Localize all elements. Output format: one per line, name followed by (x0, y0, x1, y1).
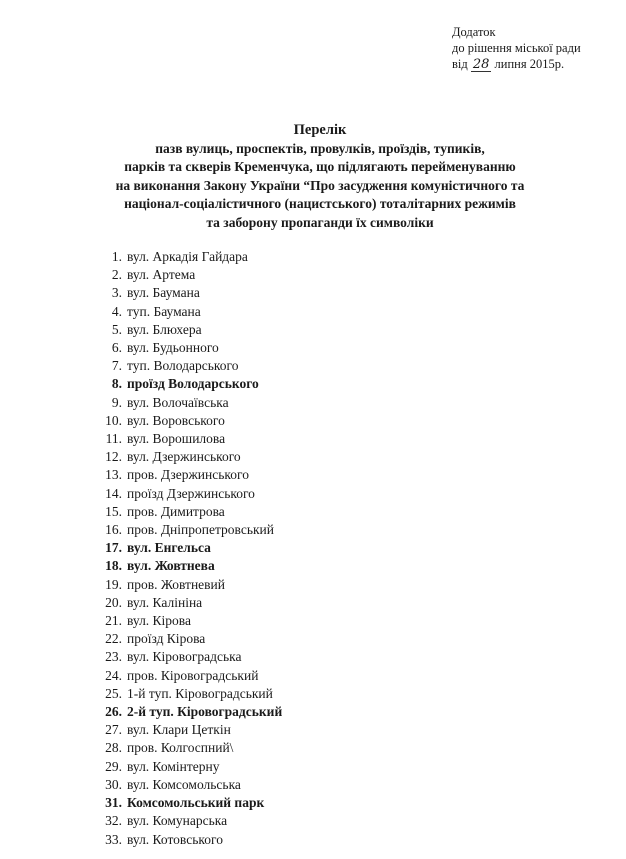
list-item (104, 612, 282, 630)
heading-line: на виконання Закону України “Про засудження комуністичного та (115, 177, 525, 193)
list-item (104, 794, 282, 812)
list-item (104, 758, 282, 776)
list-item-number: 30. (105, 776, 122, 792)
list-item-number: 7. (111, 358, 122, 374)
list-item-street-name: пров. Дзержинського (127, 467, 249, 483)
list-item-number: 24. (105, 667, 122, 683)
list-item-number: 9. (111, 394, 122, 410)
list-item (104, 448, 282, 466)
list-item-number: 4. (111, 303, 122, 319)
list-item (104, 303, 282, 321)
annex-council-decision: до рішення міської ради (452, 41, 581, 55)
list-item-street-name: вул. Аркадія Гайдара (127, 249, 248, 264)
list-item-number: 8. (111, 376, 122, 392)
list-item-number: 19. (105, 576, 122, 592)
list-item (104, 721, 282, 739)
list-item (104, 539, 282, 557)
list-item-street-name: вул. Котовського (127, 831, 223, 847)
list-item-street-name: пров. Дніпропетровський (127, 522, 274, 538)
list-item-street-name: вул. Будьонного (127, 340, 219, 356)
list-item-number: 18. (105, 558, 122, 574)
list-item-street-name: вул. Баумана (127, 285, 200, 301)
annex-date-prefix: від (452, 57, 468, 71)
heading-line: націонал-соціалістичного (нацистського) тоталітарних режимів (124, 196, 516, 211)
list-item (104, 375, 282, 393)
list-item-number: 17. (105, 540, 122, 556)
list-item (104, 321, 282, 339)
list-item-number: 10. (105, 412, 122, 428)
annex-block (452, 24, 581, 72)
list-item-street-name: Комсомольський парк (127, 795, 265, 811)
list-item (104, 503, 282, 521)
list-item-street-name: проїзд Кірова (127, 631, 206, 647)
list-item (104, 685, 282, 703)
list-item (104, 812, 282, 830)
list-item-street-name: туп. Баумана (127, 303, 201, 319)
list-item-street-name: вул. Кіровоградська (127, 649, 242, 665)
list-item-number: 12. (105, 449, 122, 465)
list-item (104, 576, 282, 594)
list-item-street-name: пров. Колгоспний\ (127, 740, 234, 756)
list-item-street-name: вул. Воровського (127, 412, 225, 428)
list-item-number: 6. (111, 340, 122, 356)
list-item-street-name: вул. Кірова (127, 613, 191, 629)
list-item-number: 21. (105, 613, 122, 629)
list-item (104, 557, 282, 575)
list-item (104, 248, 282, 266)
list-item-number: 2. (111, 267, 122, 283)
street-list (104, 248, 282, 849)
list-item (104, 667, 282, 685)
list-item (104, 594, 282, 612)
list-item-street-name: вул. Енгельса (127, 540, 211, 556)
list-item-street-name: вул. Волочаївська (127, 394, 229, 410)
list-item-street-name: проїзд Володарського (127, 376, 259, 392)
list-item-number: 28. (105, 740, 122, 756)
list-item (104, 630, 282, 648)
list-item (104, 412, 282, 430)
list-item-street-name: вул. Комсомольська (127, 776, 241, 792)
list-item (104, 284, 282, 302)
list-item-number: 25. (105, 685, 122, 701)
list-item-number: 20. (105, 594, 122, 610)
list-item-street-name: 1-й туп. Кіровоградський (127, 685, 273, 701)
list-item-street-name: туп. Володарського (127, 358, 239, 374)
list-item-number: 32. (105, 813, 122, 829)
list-item-number: 27. (105, 722, 122, 738)
heading-line: парків та скверів Кременчука, що підлягають перейменуванню (124, 159, 516, 174)
heading-line: та заборону пропаганди їх символіки (206, 214, 434, 230)
annex-label: Додаток (452, 25, 496, 39)
list-item (104, 485, 282, 503)
list-item-number: 15. (105, 503, 122, 519)
list-item (104, 739, 282, 757)
list-item-street-name: вул. Блюхера (127, 321, 202, 337)
list-item (104, 266, 282, 284)
list-item (104, 703, 282, 721)
list-item-number: 13. (105, 467, 122, 483)
list-item-street-name: 2-й туп. Кіровоградський (127, 704, 283, 720)
list-item-number: 3. (111, 285, 122, 301)
list-item (104, 776, 282, 794)
list-item-number: 5. (111, 321, 122, 337)
list-item (104, 466, 282, 484)
list-item-street-name: вул. Калініна (127, 594, 203, 610)
list-item-street-name: вул. Клари Цеткін (127, 722, 231, 738)
list-item (104, 831, 282, 849)
list-item-street-name: вул. Артема (127, 267, 196, 283)
list-item-street-name: вул. Комінтерну (127, 758, 220, 774)
list-item-street-name: пров. Жовтневий (127, 576, 225, 592)
list-item-number: 16. (105, 522, 122, 538)
list-item-number: 22. (105, 631, 122, 647)
list-item-number: 33. (105, 831, 122, 847)
document-heading (60, 121, 580, 232)
heading-title: Перелік (293, 122, 347, 138)
list-item-number: 31. (105, 795, 122, 811)
list-item-street-name: вул. Жовтнева (127, 558, 215, 574)
list-item (104, 521, 282, 539)
annex-date-day-handwritten: 28 (472, 57, 490, 72)
list-item-street-name: вул. Дзержинського (127, 449, 241, 465)
list-item (104, 430, 282, 448)
list-item-number: 1. (111, 249, 122, 264)
list-item-number: 14. (105, 485, 122, 501)
heading-line: пазв вулиць, проспектів, провулків, проїздів, тупиків, (155, 140, 485, 156)
list-item-number: 29. (105, 758, 122, 774)
list-item-street-name: проїзд Дзержинського (127, 485, 255, 501)
list-item-street-name: вул. Ворошилова (127, 431, 226, 447)
annex-date (452, 56, 581, 72)
list-item (104, 648, 282, 666)
annex-date-suffix: липня 2015р. (494, 57, 565, 71)
list-item-number: 23. (105, 649, 122, 665)
list-item-street-name: пров. Кіровоградський (127, 667, 259, 683)
list-item-street-name: пров. Димитрова (127, 503, 225, 519)
list-item (104, 394, 282, 412)
list-item (104, 339, 282, 357)
list-item-number: 26. (105, 704, 122, 720)
list-item (104, 357, 282, 375)
list-item-street-name: вул. Комунарська (127, 813, 228, 829)
list-item-number: 11. (105, 431, 122, 447)
